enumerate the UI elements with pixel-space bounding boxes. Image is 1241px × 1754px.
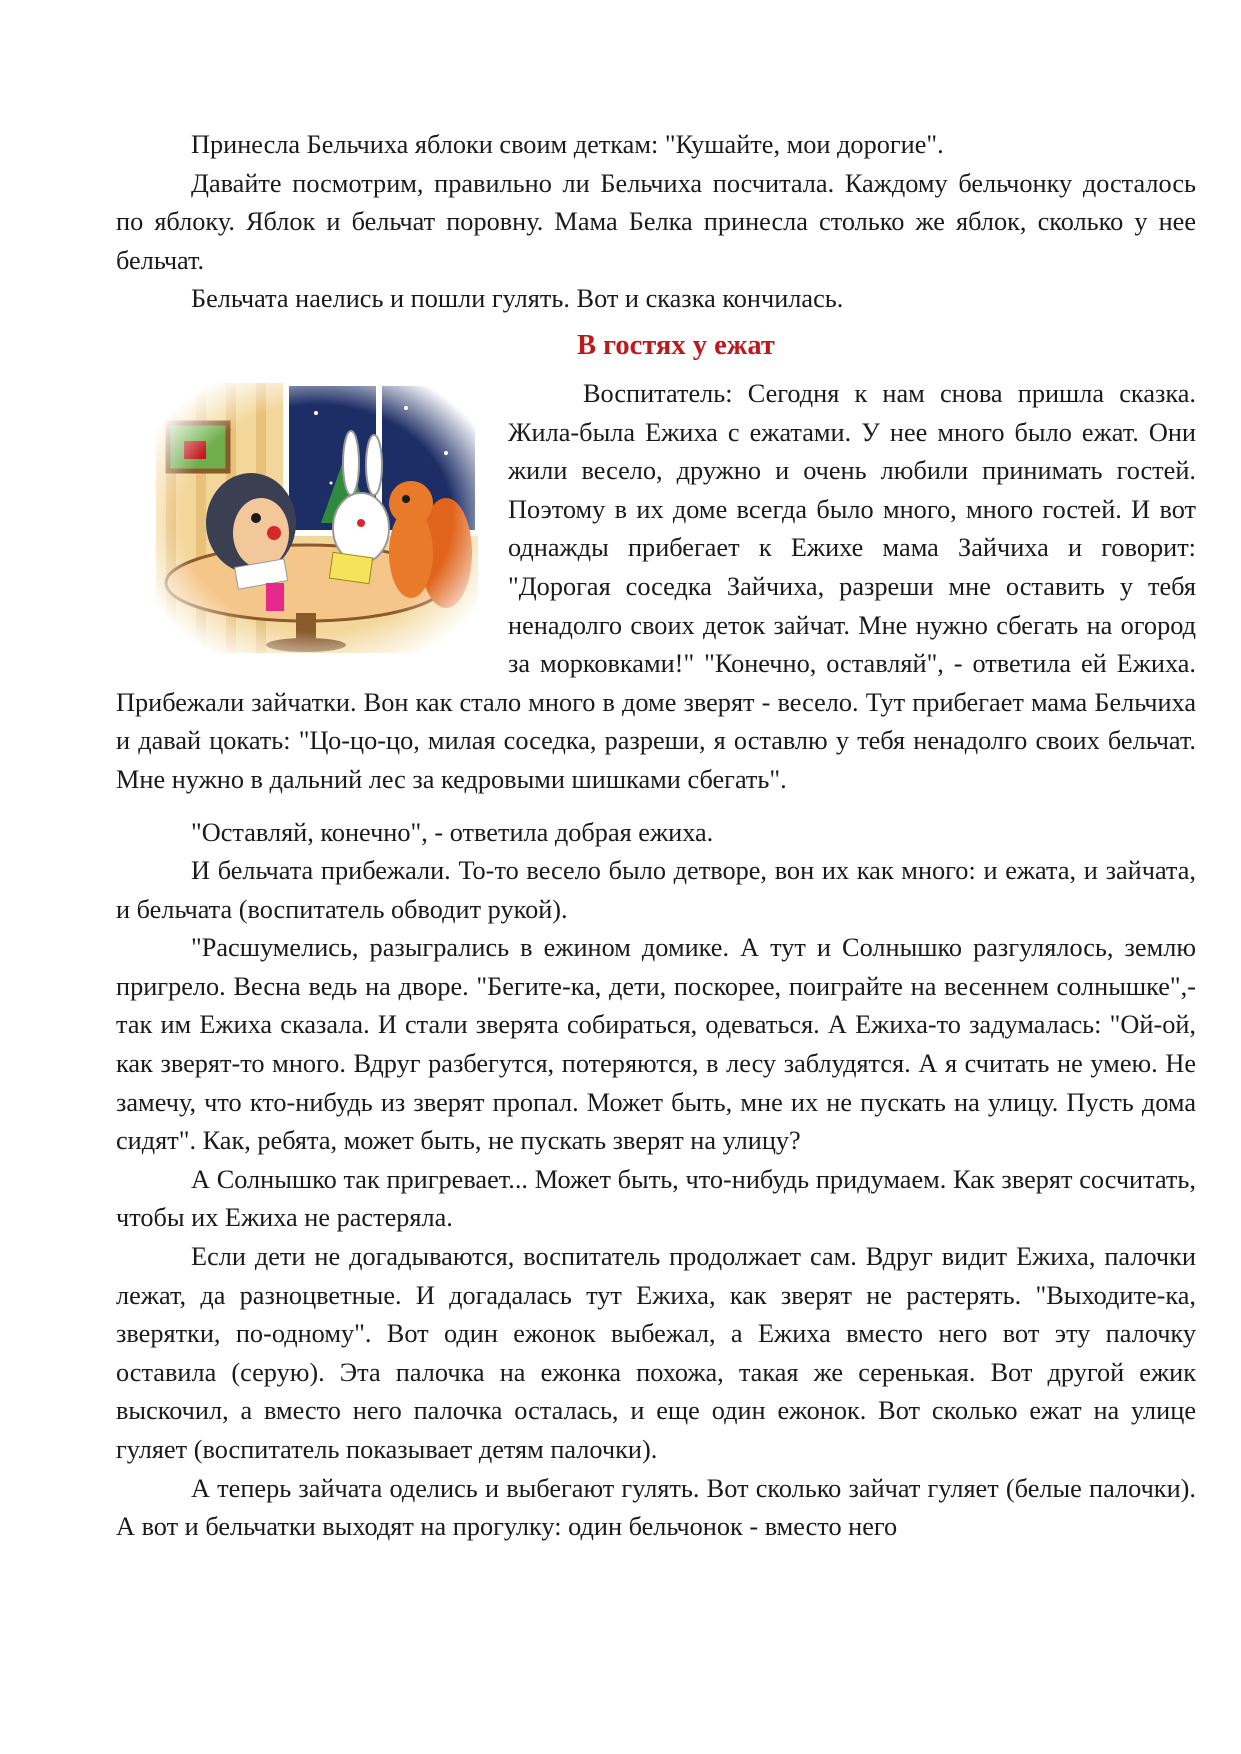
paragraph: Принесла Бельчиха яблоки своим деткам: "Кушайте, мои дорогие". [191, 130, 944, 159]
paragraph: Бельчата наелись и пошли гулять. Вот и сказка кончилась. [191, 284, 844, 314]
hedgehog-rabbit-squirrel-illustration [156, 383, 478, 653]
paragraph: "Расшумелись, разыгрались в ежином домике. А тут и Солнышко разгулялось, землю пригрело. Весна ведь на дворе. "Бегите-ка, дети, поскорее, поиграйте на весеннем солнышке",- так им Ежиха сказала. И стали зверята собираться, одеваться. А Ежиха-то задумалась: "Ой-ой, как зверят-то много. Вдруг разбегутся, потеряются, в лесу заблудятся. А я считать не умею. Не замечу, что кто-нибудь из зверят пропал. Может быть, мне их не пускать на улицу. Пусть дома сидят". Как, ребята, может быть, не пускать зверят на улицу? [116, 933, 1196, 1156]
paragraph: Если дети не догадываются, воспитатель продолжает сам. Вдруг видит Ежиха, палочки лежат, да разноцветные. И догадалась тут Ежиха, как зверят не растерять. "Выходите-ка, зверятки, по-одному". Вот один ежонок выбежал, а Ежиха вместо него вот эту палочку оставила (серую). Эта палочка на ежонка похожа, такая же серенькая. Вот другой ежик выскочил, а вместо него палочка осталась, и еще один ежонок. Вот сколько ежат на улице гуляет (воспитатель показывает детям палочки). [116, 1242, 1196, 1464]
paragraph: А теперь зайчата оделись и выбегают гулять. Вот сколько зайчат гуляет (белые палочки). А вот и бельчатки выходят на прогулку: один бельчонок - вместо него [116, 1473, 1196, 1542]
paragraph: Давайте посмотрим, правильно ли Бельчиха посчитала. Каждому бельчонку досталось по яблоку. Яблок и бельчат поровну. Мама Белка принесла столько же яблок, сколько у нее бельчат. [116, 168, 1196, 275]
section-title: В гостях у ежат [577, 329, 775, 361]
text-column [116, 126, 1196, 1547]
paragraph: И бельчата прибежали. То-то весело было детворе, вон их как много: и ежата, и зайчата, и бельчата (воспитатель обводит рукой). [116, 856, 1196, 924]
paragraph: "Оставляй, конечно", - ответила добрая ежиха. [191, 817, 714, 847]
paragraph-intro: Воспитатель: Сегодня к нам снова пришла сказка. Жила-была Ежиха с ежатами. У нее много было ежат. Они жили весело, дружно и очень любили принимать гостей. Поэтому в их доме всегда было много, много гостей. И вот однажды прибегает к Ежихе мама Зайчиха и говорит: "Дорогая соседка Зайчиха, разреши мне оставить у тебя ненадолго своих деток зайчат. Мне нужно сбегать на огород за морковками!" "Конечно, оставляй", - ответила ей Ежиха. Прибежали зайчатки. Вон как стало много в доме зверят - весело. Тут прибегает мама Бельчиха и давай цокать: "Цо-цо-цо, милая соседка, разреши, я оставлю у тебя ненадолго своих бельчат. Мне нужно в дальний лес за кедровыми шишками сбегать". [116, 378, 1196, 794]
paragraph: А Солнышко так пригревает... Может быть, что-нибудь придумаем. Как зверят сосчитать, чтобы их Ежиха не растеряла. [116, 1164, 1196, 1233]
